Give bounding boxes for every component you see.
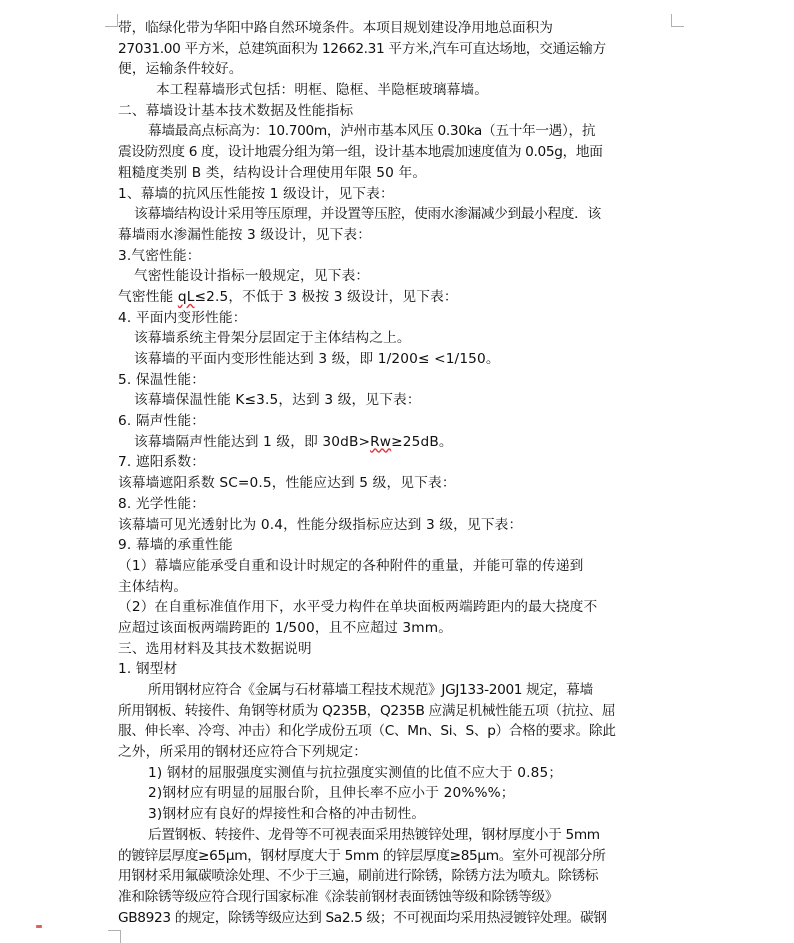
text-line: 主体结构。 [118,578,188,595]
text-line: 该幕墙保温性能 K≤3.5，达到 3 级，见下表： [134,392,421,409]
text-line: （1）幕墙应能承受自重和设计时规定的各种附件的重量，并能可靠的传递到 [118,557,584,574]
text-line: 服、伸长率、冷弯、冲击）和化学成份五项（C、Mn、Si、S、p）合格的要求。除此 [118,723,616,740]
text-line: 幕墙最高点标高为：10.700m，泸州市基本风压 0.30ka（五十年一遇），抗 [148,123,596,140]
text-line: 9. 幕墙的承重性能 [118,537,233,554]
text-line: 该幕墙隔声性能达到 1 级，即 30dB>Rw≥25dB。 [134,433,453,450]
text-line: 该幕墙结构设计采用等压原理，并设置等压腔，使雨水渗漏减少到最小程度．该 [134,206,601,223]
text-line: 本工程幕墙形式包括：明框、隐框、半隐框玻璃幕墙。 [156,82,489,99]
text-line: 带，临绿化带为华阳中路自然环境条件。本项目规划建设净用地总面积为 [118,20,553,36]
text-line: 4. 平面内变形性能： [118,309,247,326]
text-line: GB8923 的规定，除锈等级应达到 Sa2.5 级；不可视面均采用热浸镀锌处理。碳钢 [118,909,607,926]
text-line: 所用钢板、转接件、角钢等材质为 Q235B，Q235B 应满足机械性能五项（抗拉、屈 [118,702,616,719]
text-line: 3.气密性能： [118,247,201,264]
text-line: 准和除锈等级应符合现行国家标准《涂装前钢材表面锈蚀等级和除锈等级》 [118,888,559,905]
text-line: 该幕墙遮阳系数 SC=0.5，性能应达到 5 级，见下表： [118,475,456,492]
text-line: 该幕墙的平面内变形性能达到 3 级，即 1/200≤ <1/150。 [134,351,500,367]
text-line: 3)钢材应有良好的焊接性和合格的冲击韧性。 [148,806,426,823]
spellcheck-mark: Rw [370,433,392,450]
text-line: 2)钢材应有明显的屈服台阶，且伸长率不应小于 20%%%； [148,785,515,802]
text-line: 1、幕墙的抗风压性能按 1 级设计，见下表： [118,185,394,202]
text-line: 粗糙度类别 B 类，结构设计合理使用年限 50 年。 [118,164,427,181]
text-line: 该幕墙系统主骨架分层固定于主体结构之上。 [134,330,411,347]
text-line: 气密性能 qL≤2.5，不低于 3 极按 3 级设计，见下表： [118,288,458,305]
text-line: 1. 钢型材 [118,661,178,678]
text-line: 1) 钢材的屈服强度实测值与抗拉强度实测值的比值不应大于 0.85； [148,764,563,781]
text-line: （2）在自重标准值作用下，水平受力构件在单块面板两端跨距内的最大挠度不 [118,599,598,616]
text-line: 三、选用材料及其技术数据说明 [118,640,312,657]
text-line: 用钢材采用氟碳喷涂处理、不少于三遍，刷前进行除锈，除锈方法为喷丸。除锈标 [118,868,599,885]
text-line: 7. 遮阳系数： [118,454,206,471]
text-line: 6. 隔声性能： [118,413,206,430]
text-line: 所用钢材应符合《金属与石材幕墙工程技术规范》JGJ133-2001 规定，幕墙 [148,682,593,698]
crop-mark-top-left [105,14,118,27]
text-line: 5. 保温性能： [118,371,206,388]
text-line: 27031.00 平方米，总建筑面积为 12662.31 平方米,汽车可直达场地，交通运输方 [118,40,606,57]
spellcheck-mark: qL [177,288,195,305]
crop-mark-bottom-left [108,930,121,943]
text-line: 8. 光学性能： [118,495,206,512]
text-line: 后置钢板、转接件、龙骨等不可视表面采用热镀锌处理，钢材厚度小于 5mm [148,826,600,843]
document-body [118,18,683,928]
text-line: 气密性能设计指标一般规定，见下表： [134,268,370,285]
text-line: 应超过该面板两端跨距的 1/500，且不应超过 3mm。 [118,619,453,636]
text-line: 幕墙雨水渗漏性能按 3 级设计，见下表： [118,226,372,243]
text-line: 便，运输条件较好。 [118,61,243,78]
text-line: 该幕墙可见光透射比为 0.4，性能分级指标应达到 3 级，见下表： [118,516,523,533]
text-line: 二、幕墙设计基本技术数据及性能指标 [118,102,354,119]
text-line: 的镀锌层厚度≥65μm，钢材厚度大于 5mm 的锌层厚度≥85μm。室外可视部分所 [118,847,606,864]
edit-marker [36,925,42,928]
text-line: 震设防烈度 6 度，设计地震分组为第一组，设计基本地震加速度值为 0.05g，地面 [118,144,603,161]
text-line: 之外，所采用的钢材还应符合下列规定： [118,744,368,761]
